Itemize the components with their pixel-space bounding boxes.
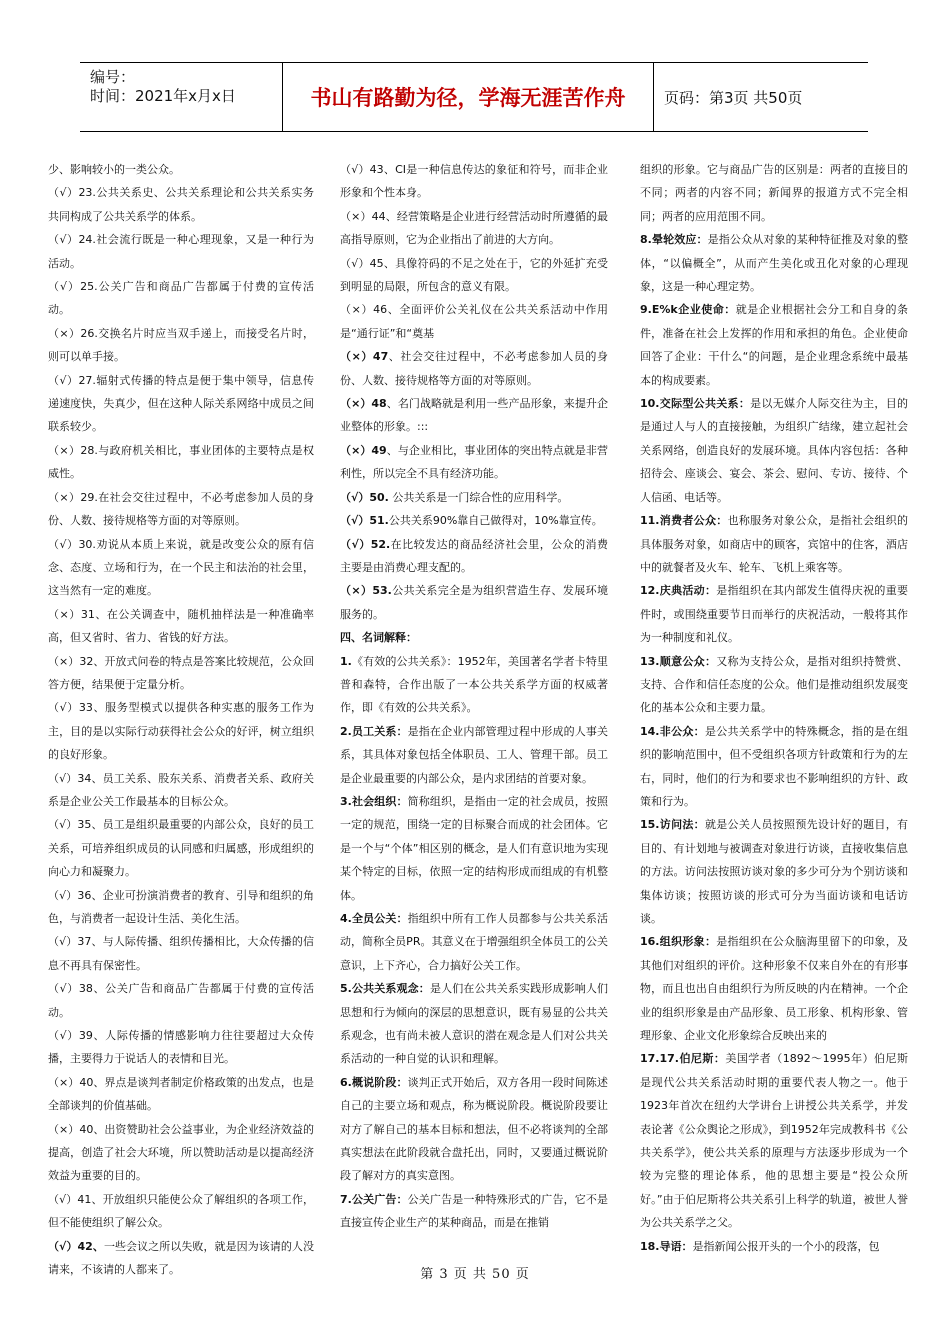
paragraph (640, 228, 908, 298)
paragraph (340, 720, 608, 790)
paragraph (340, 252, 608, 299)
paragraph (340, 158, 608, 205)
bold-lead: 18.导语： (640, 1239, 693, 1253)
paragraph-text: 是公共关系学中的特殊概念，指的是在组织的影响范围中，但不受组织各项方针政策和行为的左右，同时，他们的行为和要求也不影响组织的方针、政策和行为。 (640, 724, 908, 808)
paragraph-text: 是指组织在其内部发生值得庆祝的重要件时，或围绕重要节日而举行的庆祝活动，一般将其作为一种制度和礼仪。 (640, 584, 908, 645)
paragraph-text: （×）40、界点是谈判者制定价格政策的出发点，也是全部谈判的价值基础。 (48, 1075, 314, 1113)
paragraph-text: 美国学者（1892～1995年）伯尼斯是现代公共关系活动时期的重要代表人物之一。他于1923年首次在纽约大学讲台上讲授公共关系学，并发表论著《公众舆论之形成》，到1952年完成教科书《公共关系学》，使公共关系的原理与方法逐步形成为一个较为完整的理论体系，他的思想主要是“投公众所好。”由于伯尼斯将公共关系引上科学的轨道，被世人誉为公共关系学之父。 (640, 1052, 908, 1230)
paragraph (48, 696, 314, 766)
paragraph-text: 、社会交往过程中，不必考虑参加人员的身份、人数、接待规格等方面的对等原则。 (340, 350, 609, 387)
bold-lead: 9.E%k企业使命： (640, 303, 736, 317)
paragraph-text: 是指公众从对象的某种特征推及对象的整体，“以偏概全”，从而产生美化或丑化对象的心理现象，这是一种心理定势。 (640, 233, 908, 294)
paragraph (48, 767, 314, 814)
paragraph (340, 486, 608, 509)
page-footer: 第 3 页 共 50 页 (420, 1267, 530, 1282)
bold-lead: 6.概说阶段： (340, 1075, 408, 1089)
paragraph-text: 是指新闻公报开头的一个小的段落，包 (692, 1239, 880, 1253)
paragraph (340, 977, 608, 1071)
paragraph-text: 就是企业根据社会分工和自身的条件，准备在社会上发挥的作用和承担的角色。企业使命回答了企业：干什么“的问题，是企业理念系统中最基本的构成要素。 (640, 303, 908, 387)
paragraph-text: 简称组织，是指由一定的社会成员，按照一定的规范，围绕一定的目标聚合而成的社会团体。它是一个与“个体”相区别的概念，是人们有意识地为实现某个特定的目标，依照一定的结构形成而组成的有机整体。 (340, 794, 608, 902)
paragraph-text: （√）39、人际传播的情感影响力往往要超过大众传播，主要得力于说话人的表情和目光。 (48, 1029, 314, 1066)
paragraph-text: （√）43、CI是一种信息传达的象征和符号，而非企业形象和个性本身。 (340, 163, 608, 200)
number-label: 编号： (90, 68, 136, 86)
bold-lead: （×）47 (340, 350, 389, 364)
paragraph-text: （√）30.劝说从本质上来说，就是改变公众的原有信念、态度、立场和行为，在一个民主和法治的社会里，这当然有一定的难度。 (48, 537, 314, 598)
paragraph (340, 345, 608, 392)
paragraph (48, 930, 314, 977)
paragraph-text: （×）28.与政府机关相比，事业团体的主要特点是权威性。 (48, 443, 314, 481)
bold-lead: （√）52. (340, 537, 391, 551)
paragraph (48, 603, 314, 650)
paragraph (48, 322, 314, 369)
paragraph-text: （√）37、与人际传播、组织传播相比，大众传播的信息不再具有保密性。 (48, 935, 314, 972)
paragraph (340, 439, 608, 486)
paragraph-text: 公关广告是一种特殊形式的广告，它不是直接宣传企业生产的某种商品，而是在推销 (340, 1192, 608, 1230)
paragraph (640, 579, 908, 649)
bold-lead: （√）42、 (48, 1239, 104, 1253)
bold-lead: 5.公共关系观念： (340, 982, 430, 996)
paragraph (340, 298, 608, 345)
bold-lead: 1. (340, 654, 352, 668)
paragraph-text: （√）33、服务型模式以提供各种实惠的服务工作为主，目的是以实际行动获得社会公众的好评，树立组织的良好形象。 (48, 701, 314, 762)
column-1 (48, 158, 314, 1282)
paragraph (340, 392, 608, 439)
paragraph-text: 组织的形象。它与商品广告的区别是：两者的直接目的不同；两者的内容不同；新闻界的报道方式不完全相同；两者的应用范围不同。 (640, 163, 908, 223)
paragraph-text: 又称为支持公众，是指对组织持赞赏、支持、合作和信任态度的公众。他们是推动组织发展变化的基本公众和主要力量。 (640, 654, 908, 715)
bold-lead: （×）48 (340, 397, 387, 411)
bold-lead: 4.全员公关： (340, 912, 408, 925)
paragraph-text: （√）24.社会流行既是一种心理现象，又是一种行为活动。 (48, 233, 314, 270)
paragraph (340, 533, 608, 580)
paragraph-text: （√）35、员工是组织最重要的内部公众，良好的员工关系，可培养组织成员的认同感和归属感，形成组织的向心力和凝聚力。 (48, 818, 314, 879)
paragraph-text: （√）25.公关广告和商品广告都属于付费的宣传活动。 (48, 280, 314, 317)
bold-lead: 7.公关广告： (340, 1192, 408, 1206)
page-header (80, 62, 868, 132)
paragraph (640, 158, 908, 228)
paragraph-text: （√）34、员工关系、股东关系、消费者关系、政府关系是企业公关工作最基本的目标公众。 (48, 771, 314, 808)
paragraph (48, 1024, 314, 1071)
paragraph (340, 579, 608, 626)
paragraph (340, 509, 608, 532)
paragraph-text: 是人们在公共关系实践形成影响人们思想和行为倾向的深层的思想意识，既有易显的公共关系观念，也有尚未被人意识的潜在观念是人们对公共关系活动的一种自觉的认识和理解。 (340, 982, 608, 1066)
column-2 (340, 158, 608, 1235)
bold-lead: 14.非公众： (640, 724, 705, 738)
paragraph-text: 一些会议之所以失败，就是因为该请的人没请来，不该请的人都来了。 (48, 1239, 314, 1277)
bold-lead: 17.17.伯尼斯： (640, 1052, 726, 1066)
bold-lead: （×）49 (340, 443, 387, 457)
paragraph (48, 275, 314, 322)
bold-lead: 16.组织形象： (640, 935, 717, 949)
paragraph-text: （√）45、具像符码的不足之处在于，它的外延扩充受到明显的局限，所包含的意义有限。 (340, 256, 608, 294)
paragraph (640, 1047, 908, 1234)
paragraph (48, 1118, 314, 1188)
paragraph-text: （√）41、开放组织只能使公众了解组织的各项工作，但不能使组织了解公众。 (48, 1192, 314, 1230)
paragraph-text: 是指在企业内部管理过程中形成的人事关系，其具体对象包括全体职员、工人、管理干部。员工是企业最重要的内部公众，是内求团结的首要对象。 (340, 724, 608, 785)
bold-lead: （√）50. (340, 490, 389, 504)
bold-lead: 11.消费者公众： (640, 514, 728, 528)
paragraph (340, 1188, 608, 1235)
paragraph (48, 486, 314, 533)
paragraph-text: 在比较发达的商品经济社会里，公众的消费主要是由消费心理支配的。 (340, 537, 609, 574)
paragraph (640, 813, 908, 930)
paragraph-text: （√）36、企业可扮演消费者的教育、引导和组织的角色，与消费者一起设计生活、美化生活。 (48, 888, 314, 925)
paragraph (640, 509, 908, 579)
paragraph-text: 公共关系完全是为组织营造生存、发展环境服务的。 (340, 584, 609, 621)
paragraph-text: 也称服务对象公众，是指社会组织的具体服务对象，如商店中的顾客，宾馆中的住客，酒店中的就餐者及火车、轮车、飞机上乘客等。 (640, 514, 908, 574)
paragraph-text: （×）40、出资赞助社会公益事业，为企业经济效益的提高，创造了社会大环境，所以赞助活动是以提高经济效益为重要的目的。 (48, 1122, 314, 1183)
paragraph (340, 626, 608, 649)
bold-lead: 四、名词解释： (340, 631, 417, 645)
bold-lead: 15.访问法： (640, 818, 705, 832)
bold-lead: （√）51. (340, 514, 389, 528)
paragraph-text: （√）27.辐射式传播的特点是便于集中领导，信息传递速度快，失真少，但在这种人际关系网络中成员之间联系较少。 (48, 373, 314, 434)
bold-lead: 2.员工关系： (340, 724, 408, 738)
time-label: 时间：2021年x月x日 (90, 87, 236, 105)
paragraph (340, 650, 608, 720)
paragraph-text: 就是公关人员按照预先设计好的题目，有目的、有计划地与被调查对象进行访谈，直接收集信息的方法。访问法按照访谈对象的多少可分为个别访谈和集体访谈；按照访谈的形式可分为当面访谈和电话访谈。 (640, 818, 908, 925)
paragraph (640, 298, 908, 392)
bold-lead: （×）53. (340, 584, 392, 598)
paragraph (340, 907, 608, 977)
paragraph (640, 392, 908, 509)
paragraph (48, 158, 314, 181)
paragraph (48, 439, 314, 486)
paragraph (48, 369, 314, 439)
paragraph (640, 720, 908, 814)
header-meta (80, 63, 282, 131)
paragraph-text: 公共关系是一门综合性的应用科学。 (388, 490, 569, 504)
paragraph (48, 884, 314, 931)
paragraph-text: （×）29.在社会交往过程中，不必考虑参加人员的身份、人数、接待规格等方面的对等原则。 (48, 490, 314, 528)
paragraph-text: 、名门战略就是利用一些产品形象，来提升企业整体的形象。::: (340, 397, 608, 434)
column-3 (640, 158, 908, 1258)
paragraph (48, 650, 314, 697)
bold-lead: 10.交际型公共关系： (640, 397, 751, 411)
paragraph (640, 650, 908, 720)
paragraph (340, 1071, 608, 1188)
paragraph-text: （×）32、开放式问卷的特点是答案比较规范，公众回答方便，结果便于定量分析。 (48, 654, 314, 691)
paragraph-text: 是指组织在公众脑海里留下的印象，及其他们对组织的评价。这种形象不仅来自外在的有形事物，而且也出自由组织行为所反映的内在精神。一个企业的组织形象是由产品形象、员工形象、机构形象、管理形象、企业文化形象综合反映出来的 (640, 935, 908, 1043)
paragraph (48, 181, 314, 228)
paragraph (48, 533, 314, 603)
paragraph-text: 《有效的公共关系》：1952年，美国著名学者卡特里普和森特，合作出版了一本公共关系学方面的权威著作，即《有效的公共关系》。 (340, 654, 608, 715)
paragraph-text: 、与企业相比，事业团体的突出特点就是非营利性，所以完全不具有经济功能。 (340, 443, 608, 481)
paragraph (48, 228, 314, 275)
header-motto: 书山有路勤为径，学海无涯苦作舟 (282, 63, 654, 131)
paragraph-text: （√）23.公共关系史、公共关系理论和公共关系实务共同构成了公共关系学的体系。 (48, 186, 314, 223)
paragraph-text: （√）38、公关广告和商品广告都属于付费的宣传活动。 (48, 982, 314, 1019)
paragraph-text: 是以无媒介人际交往为主，目的是通过人与人的直接接触，为组织广结缘，建立起社会关系网络，创造良好的发展环境。具体内容包括：各种招待会、座谈会、宴会、茶会、慰问、专访、接待、个人信函、电话等。 (640, 397, 908, 504)
header-page-info: 页码：第3页 共50页 (664, 88, 803, 107)
paragraph (48, 813, 314, 883)
paragraph-text: （×）44、经营策略是企业进行经营活动时所遵循的最高指导原则，它为企业指出了前进的大方向。 (340, 209, 608, 247)
paragraph (640, 930, 908, 1047)
paragraph-text: （×）46、全面评价公关礼仪在公共关系活动中作用是“通行证”和“奠基 (340, 303, 608, 340)
paragraph (340, 205, 608, 252)
paragraph (48, 977, 314, 1024)
paragraph-text: （×）31、在公关调查中，随机抽样法是一种准确率高，但又省时、省力、省钱的好方法。 (48, 607, 314, 645)
paragraph (48, 1071, 314, 1118)
paragraph (340, 790, 608, 907)
bold-lead: 13.顺意公众： (640, 654, 717, 668)
paragraph-text: 谈判正式开始后，双方各用一段时间陈述自己的主要立场和观点，称为概说阶段。概说阶段要让对方了解自己的基本目标和想法，但不必将谈判的全部真实想法在此阶段就合盘托出，同时，又要通过概说阶段了解对方的真实意图。 (340, 1075, 608, 1183)
bold-lead: 3.社会组织： (340, 794, 408, 808)
paragraph (48, 1188, 314, 1235)
paragraph-text: 公共关系90%靠自己做得对，10%靠宣传。 (388, 514, 603, 528)
bold-lead: 8.晕轮效应： (640, 233, 708, 247)
bold-lead: 12.庆典活动： (640, 584, 717, 598)
paragraph-text: 指组织中所有工作人员都参与公共关系活动，简称全员PR。其意义在于增强组织全体员工的公关意识，上下齐心，合力搞好公关工作。 (340, 912, 608, 972)
paragraph (640, 1235, 908, 1258)
paragraph-text: （×）26.交换名片时应当双手递上，而接受名片时，则可以单手接。 (48, 326, 314, 364)
paragraph-text: 少、影响较小的一类公众。 (48, 163, 180, 176)
